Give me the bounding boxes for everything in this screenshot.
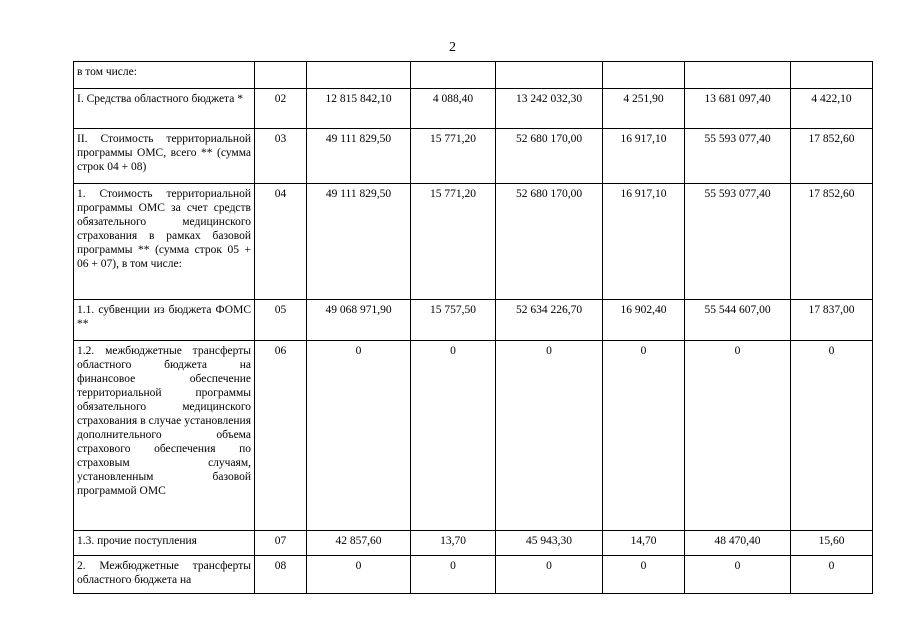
table-row — [74, 556, 873, 594]
value-cell: 13 242 032,30 — [496, 89, 603, 129]
row-label: I. Средства областного бюджета * — [74, 89, 255, 129]
table-row — [74, 341, 873, 531]
value-cell: 4 422,10 — [791, 89, 873, 129]
value-cell: 49 111 829,50 — [307, 129, 411, 184]
value-cell: 0 — [791, 341, 873, 531]
value-cell — [685, 62, 791, 89]
row-label: 1.3. прочие поступления — [74, 531, 255, 556]
value-cell: 55 593 077,40 — [685, 129, 791, 184]
row-label: 1.1. субвенции из бюджета ФОМС ** — [74, 300, 255, 341]
value-cell: 0 — [307, 341, 411, 531]
row-code: 02 — [255, 89, 307, 129]
value-cell: 55 544 607,00 — [685, 300, 791, 341]
row-label: 1. Стоимость территориальной программы ОМС за счет средств обязательного медицинского страхования в рамках базовой программы ** (сумма строк 05 + 06 + 07), в том числе: — [74, 184, 255, 300]
value-cell: 0 — [603, 341, 685, 531]
value-cell: 16 917,10 — [603, 184, 685, 300]
value-cell: 0 — [496, 556, 603, 594]
value-cell: 52 634 226,70 — [496, 300, 603, 341]
value-cell — [307, 62, 411, 89]
value-cell: 13,70 — [411, 531, 496, 556]
value-cell: 15,60 — [791, 531, 873, 556]
value-cell: 55 593 077,40 — [685, 184, 791, 300]
value-cell: 49 068 971,90 — [307, 300, 411, 341]
row-code — [255, 62, 307, 89]
value-cell: 15 757,50 — [411, 300, 496, 341]
value-cell: 14,70 — [603, 531, 685, 556]
value-cell: 42 857,60 — [307, 531, 411, 556]
value-cell: 15 771,20 — [411, 184, 496, 300]
value-cell: 0 — [411, 341, 496, 531]
row-code: 05 — [255, 300, 307, 341]
value-cell: 16 902,40 — [603, 300, 685, 341]
page-number: 2 — [449, 40, 456, 55]
value-cell: 15 771,20 — [411, 129, 496, 184]
table-row — [74, 62, 873, 89]
value-cell: 0 — [791, 556, 873, 594]
value-cell: 45 943,30 — [496, 531, 603, 556]
row-code: 06 — [255, 341, 307, 531]
row-label: в том числе: — [74, 62, 255, 89]
value-cell: 0 — [603, 556, 685, 594]
budget-table — [73, 61, 873, 594]
value-cell — [496, 62, 603, 89]
table-row — [74, 129, 873, 184]
value-cell — [603, 62, 685, 89]
table-row — [74, 89, 873, 129]
value-cell — [411, 62, 496, 89]
budget-table-body — [74, 62, 873, 594]
value-cell: 12 815 842,10 — [307, 89, 411, 129]
row-label: II. Стоимость территориальной программы ОМС, всего ** (сумма строк 04 + 08) — [74, 129, 255, 184]
value-cell: 52 680 170,00 — [496, 184, 603, 300]
row-code: 03 — [255, 129, 307, 184]
table-row — [74, 531, 873, 556]
value-cell: 4 251,90 — [603, 89, 685, 129]
value-cell: 17 837,00 — [791, 300, 873, 341]
value-cell: 0 — [496, 341, 603, 531]
value-cell: 17 852,60 — [791, 129, 873, 184]
table-row — [74, 300, 873, 341]
row-code: 07 — [255, 531, 307, 556]
value-cell: 0 — [685, 556, 791, 594]
row-label: 1.2. межбюджетные трансферты областного бюджета на финансовое обеспечение территориальной программы обязательного медицинского страхования в случае установления дополнительного объема страхового обеспечения по страховым случаям, установленным базовой программой ОМС — [74, 341, 255, 531]
value-cell: 48 470,40 — [685, 531, 791, 556]
value-cell: 0 — [307, 556, 411, 594]
table-row — [74, 184, 873, 300]
value-cell — [791, 62, 873, 89]
value-cell: 17 852,60 — [791, 184, 873, 300]
value-cell: 16 917,10 — [603, 129, 685, 184]
value-cell: 0 — [411, 556, 496, 594]
value-cell: 4 088,40 — [411, 89, 496, 129]
value-cell: 13 681 097,40 — [685, 89, 791, 129]
value-cell: 49 111 829,50 — [307, 184, 411, 300]
row-code: 08 — [255, 556, 307, 594]
value-cell: 0 — [685, 341, 791, 531]
value-cell: 52 680 170,00 — [496, 129, 603, 184]
row-code: 04 — [255, 184, 307, 300]
row-label: 2. Межбюджетные трансферты областного бюджета на — [74, 556, 255, 594]
